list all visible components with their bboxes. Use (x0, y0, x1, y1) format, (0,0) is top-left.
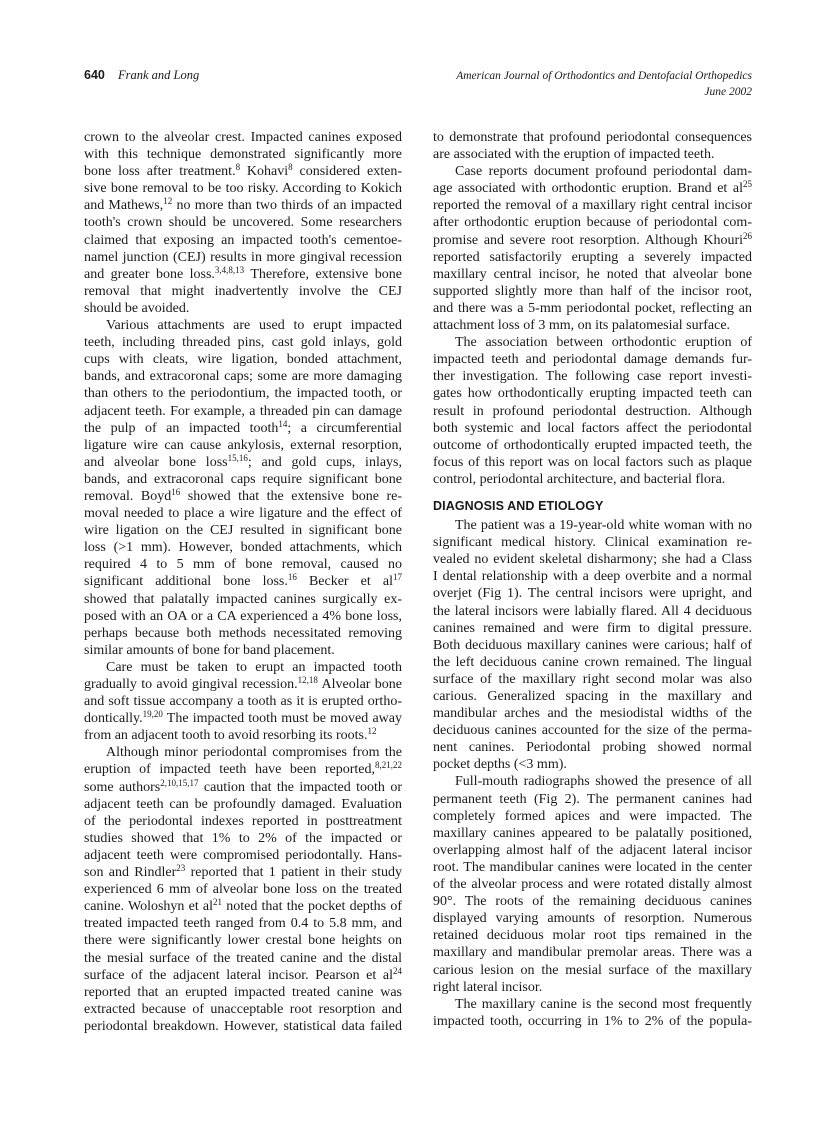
text-line: surface of the maxillary right second molar was also (433, 671, 752, 687)
text-line: root. The mandibular canines were located in the center (433, 859, 752, 875)
citation-superscript: 8,21,22 (375, 760, 402, 771)
text-line: ligature wire can cause ankylosis, external resorption, (84, 437, 402, 453)
text-line: focus of this report was on local factors such as plaque (433, 454, 752, 470)
text-line: maxillary canines appeared to be palatally positioned, (433, 825, 752, 841)
citation-superscript: 14 (278, 418, 288, 429)
right-column-intro (433, 129, 752, 488)
text-line: than others to the periodontium, the impacted tooth, or (84, 386, 402, 402)
citation-superscript: 17 (392, 572, 402, 583)
text-line: and alveolar bone loss$^{15,16}$; and gold cups, inlays, (84, 452, 402, 470)
text-line: are associated with the eruption of impacted teeth. (433, 147, 715, 163)
text-line: experienced 6 mm of alveolar bone loss on the treated (84, 882, 402, 898)
text-line: and there was a 5-mm periodontal pocket, reflecting an (433, 300, 752, 316)
text-line: ther investigation. The following case report investi- (433, 369, 752, 385)
text-line: and greater bone loss.$^{3,4,8,13}$ Therefore, extensive bone (84, 264, 402, 282)
section-heading-diagnosis: DIAGNOSIS AND ETIOLOGY (433, 498, 604, 513)
journal-title: American Journal of Orthodontics and Dentofacial Orthopedics (456, 70, 752, 82)
citation-superscript: 12 (163, 196, 173, 207)
text-line: required 4 to 5 mm of bone removal, caused no (84, 557, 402, 573)
text-line: Various attachments are used to erupt impacted (106, 318, 402, 334)
citation-superscript: 24 (393, 965, 402, 976)
text-line: impacted tooth, occurring in 1% to 2% of the popula- (433, 1013, 752, 1029)
text-line: studies showed that 1% to 2% of the impacted or (84, 830, 402, 846)
text-line: after orthodontic eruption because of periodontal com- (433, 215, 752, 231)
text-line: displayed varying amounts of resorption. Numerous (433, 911, 752, 927)
text-line: completely formed apices and were impacted. The (433, 808, 752, 824)
text-line: son and Rindler$^{23}$ reported that 1 patient in their study (84, 863, 402, 881)
text-line: pocket depths (<3 mm). (433, 757, 567, 773)
text-line: The association between orthodontic eruption of (455, 335, 752, 351)
text-line: should be avoided. (84, 300, 190, 316)
right-column (433, 129, 752, 1030)
text-line: bone loss after treatment.$^8$ Kohavi$^8$ considered exten- (84, 162, 402, 180)
text-line: Full-mouth radiographs showed the presence of all (455, 774, 752, 790)
right-column-diagnosis (433, 517, 752, 1030)
text-line: significant additional bone loss.$^{16}$ Becker et $al^{17}$ (84, 572, 402, 590)
text-line: eruption of impacted teeth have been reported,$^{8,21,22}$ (84, 760, 402, 778)
text-line: permanent teeth (Fig 2). The permanent canines had (433, 791, 752, 807)
text-line: posed with an OA or a CA experienced a 4% bone loss, (84, 608, 402, 624)
running-header (84, 68, 752, 108)
text-line: carious lesion on the mesial surface of the maxillary (433, 962, 752, 978)
text-line: namel junction (CEJ) results in more gingival recession (84, 249, 402, 265)
text-line: vealed no evident skeletal disharmony; she had a Class (433, 552, 752, 568)
text-line: retained deciduous molar root tips remained in the (433, 928, 752, 944)
text-line: deciduous canines accounted for the size of the perma- (433, 723, 752, 739)
text-line: significant medical history. Clinical examination re- (433, 535, 752, 551)
text-line: both systemic and local factors affect the periodontal (433, 420, 752, 436)
citation-superscript: 23 (176, 863, 186, 874)
text-line: gradually to avoid gingival recession.$^{12,18}$ Alveolar bone (84, 675, 403, 692)
text-line: removal. Boyd$^{16}$ showed that the extensive bone re- (84, 486, 402, 504)
text-line: carious. Generalized spacing in the maxillary and (433, 689, 752, 704)
text-line: loss (>1 mm). However, bonded attachments, which (84, 540, 402, 556)
text-line: bands, and extracoronal caps; some are more damaging (84, 369, 402, 385)
citation-superscript: 16 (171, 486, 181, 497)
text-line: reported the removal of a maxillary right central incisor (433, 198, 752, 214)
text-line: tooth's crown should be uncovered. Some researchers (84, 215, 402, 231)
citation-superscript: 2,10,15,17 (160, 777, 199, 788)
text-line: canine. Woloshyn et $al^{21}$ noted that the pocket depths of (84, 897, 402, 915)
text-line: result in profound periodontal destruction. Although (433, 403, 752, 419)
citation-superscript: 25 (743, 179, 752, 190)
text-line: from an adjacent tooth to avoid resorbing its roots.$^{12}$ (84, 726, 377, 744)
text-line: teeth, including threaded pins, cast gold inlays, gold (84, 335, 402, 351)
text-line: periodontal breakdown. However, statistical data failed (84, 1018, 402, 1034)
journal-date: June 2002 (704, 86, 752, 98)
text-line: some authors$^{2,10,15,17}$ caution that the impacted tooth or (84, 777, 402, 795)
text-line: reported that an erupted impacted treated canine was (84, 984, 402, 1000)
text-line: canines remained and were firm to digital pressure. (433, 620, 752, 636)
text-line: impacted teeth and periodontal damage demands fur- (433, 352, 752, 368)
citation-superscript: 12,18 (297, 675, 318, 685)
text-line: and Mathews,$^{12}$ no more than two thirds of an impacted (84, 196, 402, 214)
text-line: The patient was a 19-year-old white woman with no (455, 518, 752, 534)
citation-superscript: 12 (367, 726, 377, 737)
citation-superscript: 19,20 (142, 709, 163, 720)
text-line: control, periodontal architecture, and bacterial flora. (433, 471, 726, 487)
citation-superscript: 8 (288, 162, 293, 173)
text-line: of the periodontal indexes reported in posttreatment (84, 813, 402, 829)
text-line: dontically.$^{19,20}$ The impacted tooth must be moved away (84, 709, 402, 727)
text-line: the mesial surface of the treated canine and the distal (84, 950, 402, 966)
text-line: Both deciduous maxillary canines were carious; half of (433, 637, 752, 653)
text-line: overjet (Fig 1). The central incisors were upright, and (433, 586, 752, 602)
left-column (84, 129, 402, 1035)
text-line: overlapping almost half of the adjacent lateral incisor (433, 842, 752, 858)
text-line: mandibular arches and the mesiodistal widths of the (433, 706, 752, 722)
text-line: right lateral incisor. (433, 979, 543, 995)
text-line: maxillary and mandibular premolar areas. There was a (433, 945, 752, 961)
text-line: perhaps because both methods necessitated removing (84, 625, 402, 641)
text-line: Care must be taken to erupt an impacted tooth (106, 659, 402, 675)
text-line: nent canines. Periodontal probing showed normal (433, 740, 752, 756)
text-line: with this technique demonstrated significantly more (84, 147, 402, 163)
text-line: of the alveolar process and were rotated distally almost (433, 877, 752, 893)
text-line: cups with cleats, wire ligation, bonded attachment, (84, 352, 402, 368)
text-line: Although minor periodontal compromises from the (106, 745, 402, 761)
text-line: the lateral incisors were labially flared. All 4 deciduous (433, 603, 752, 619)
text-line: similar amounts of bone for band placement. (84, 642, 335, 658)
text-line: Case reports document profound periodontal dam- (455, 164, 752, 180)
text-line: gates how orthodontically erupting impacted teeth can (433, 386, 752, 402)
text-line: there were significantly lower crestal bone heights on (84, 933, 402, 949)
text-line: extracted because of unacceptable root resorption and (84, 1001, 402, 1017)
text-line: to demonstrate that profound periodontal consequences (433, 130, 752, 145)
text-line: The maxillary canine is the second most frequently (455, 996, 752, 1012)
text-line: supported slightly more than half of the incisor root, (433, 283, 752, 299)
citation-superscript: 8 (235, 162, 241, 173)
text-line: sive bone removal to be too risky. According to Kokich (84, 181, 402, 197)
text-line: claimed that exposing an impacted tooth's cementoe- (84, 232, 402, 248)
text-line: age associated with orthodontic eruption. Brand et $al^{25}$ (433, 179, 752, 197)
text-line: treated impacted teeth ranged from 0.4 to 5.8 mm, and (84, 916, 402, 932)
page-number: 640 (84, 68, 105, 82)
citation-superscript: 16 (287, 572, 297, 583)
text-line: promise and severe root resorption. Although Khouri$^{26}$ (433, 230, 752, 248)
text-line: the pulp of an impacted tooth$^{14}$; a circumferential (84, 418, 402, 436)
text-line: adjacent teeth. For example, a threaded pin can damage (84, 403, 402, 419)
text-line: removal that might inadvertently involve the CEJ (84, 283, 402, 299)
text-line: moval needed to place a wire ligature and the effect of (84, 506, 402, 522)
text-line: the left deciduous canine crown remained. The lingual (433, 654, 752, 670)
text-line: attachment loss of 3 mm, on its palatomesial surface. (433, 318, 731, 334)
citation-superscript: 15,16 (227, 452, 248, 463)
text-line: adjacent teeth can be profoundly damaged. Evaluation (84, 796, 402, 812)
text-line: crown to the alveolar crest. Impacted canines exposed (84, 130, 402, 145)
text-line: reported satisfactorily erupting a severely impacted (433, 249, 752, 265)
text-line: 90°. The roots of the remaining deciduous canines (433, 894, 752, 910)
running-authors: Frank and Long (118, 68, 200, 82)
journal-info (456, 68, 752, 100)
text-line: bands, and extracoronal caps require significant bone (84, 471, 402, 487)
text-line: adjacent teeth were compromised periodontally. Hans- (84, 847, 402, 863)
text-line: surface of the adjacent lateral incisor. Pearson et $al^{24}$ (84, 965, 402, 983)
citation-superscript: 21 (213, 897, 223, 908)
citation-superscript: 26 (743, 230, 752, 241)
text-line: I dental relationship with a deep overbite and a normal (433, 569, 752, 585)
text-line: showed that palatally impacted canines surgically ex- (84, 591, 402, 607)
text-line: and soft tissue accompany a tooth as it is erupted ortho- (84, 694, 402, 710)
text-line: maxillary central incisor, he noted that alveolar bone (433, 266, 752, 282)
text-line: wire ligation on the CEJ resulted in significant bone (84, 523, 402, 539)
citation-superscript: 3,4,8,13 (214, 264, 245, 275)
text-line: outcome of orthodontically erupted impacted teeth, the (433, 437, 752, 453)
